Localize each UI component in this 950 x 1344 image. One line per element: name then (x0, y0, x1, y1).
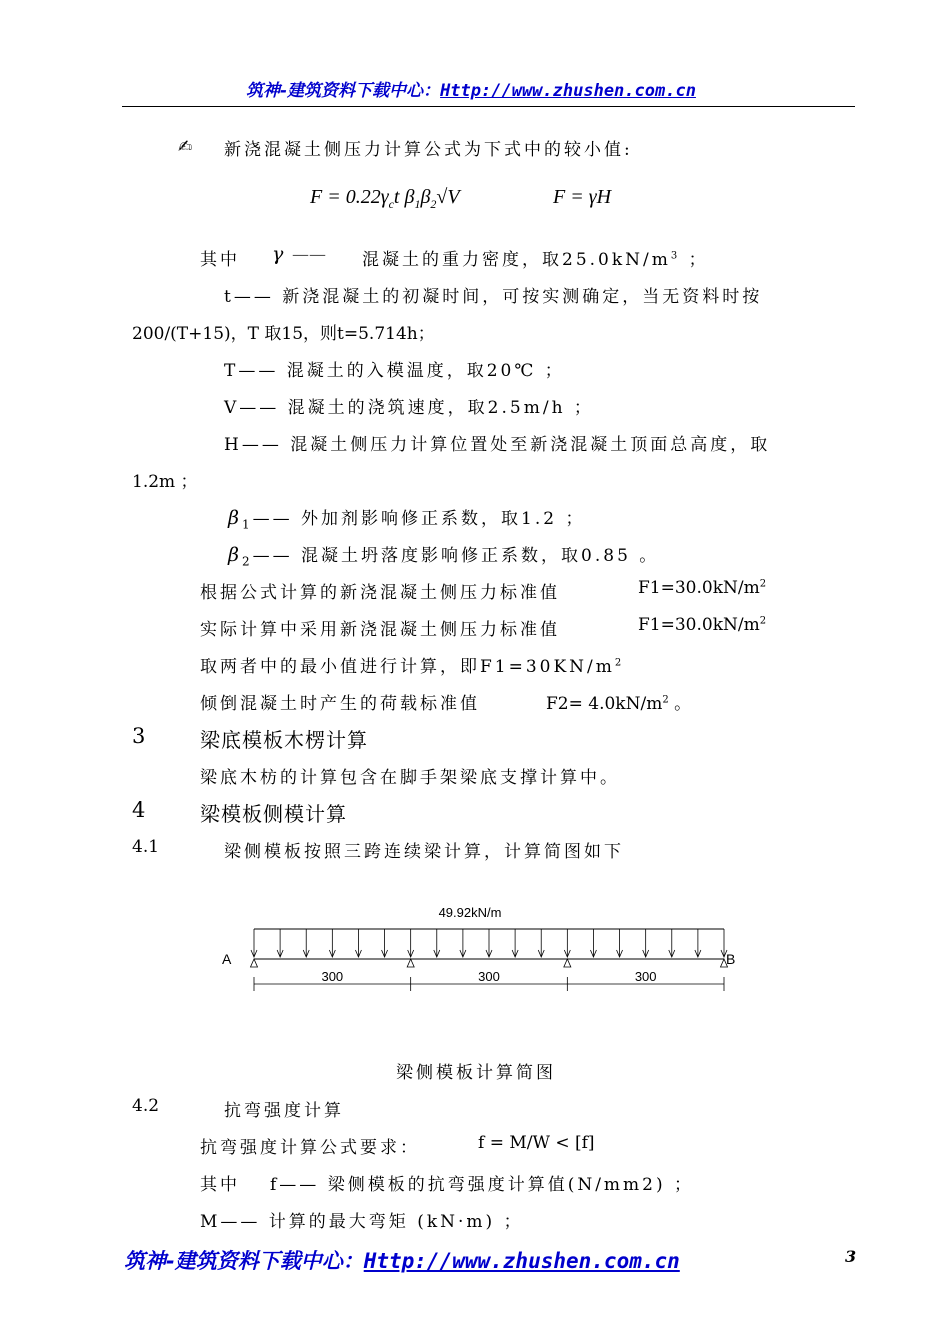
header-rule (122, 106, 855, 107)
beta2-symbol: β (228, 544, 242, 566)
header-link[interactable] (246, 76, 696, 101)
span-label: 300 (321, 969, 344, 984)
header-site-name: 筑神-建筑资料下载中心： (246, 81, 441, 101)
pen-icon: ✍ (178, 137, 193, 157)
section-3-title: 梁底模板木楞计算 (200, 728, 368, 752)
section-4-2-number: 4.2 (132, 1096, 160, 1116)
result-2-text: 实际计算中采用新浇混凝土侧压力标准值 (200, 620, 560, 640)
header-url[interactable]: Http://www.zhushen.com.cn (440, 81, 696, 101)
load-label: 49.92kN/m (438, 905, 502, 920)
bending-requirement: 抗弯强度计算公式要求： (200, 1138, 420, 1158)
f-where-label: 其中 (200, 1175, 240, 1195)
footer-site-name: 筑神-建筑资料下载中心： (124, 1249, 364, 1273)
bending-formula: f = M/W < [f] (478, 1133, 595, 1153)
M-line: M—— 计算的最大弯矩 (kN·m) ； (200, 1212, 524, 1232)
V-line: V—— 混凝土的浇筑速度，取2.5m/h ； (224, 398, 594, 418)
section-4-1-text: 梁侧模板按照三跨连续梁计算，计算简图如下 (224, 842, 624, 862)
gamma-symbol: γ (272, 243, 284, 265)
H-line-1: H—— 混凝土侧压力计算位置处至新浇混凝土顶面总高度，取 (224, 435, 771, 455)
result-4-value: $F2= 4.0kN/m^2$ 。 (546, 694, 692, 714)
result-2-value: $F1=30.0kN/m^2$ (638, 615, 767, 635)
support-a-label: A (222, 951, 232, 967)
intro-text: 新浇混凝土侧压力计算公式为下式中的较小值: (224, 140, 633, 160)
section-4-1-number: 4.1 (132, 837, 160, 857)
result-4-text: 倾倒混凝土时产生的荷载标准值 (200, 694, 480, 714)
gamma-desc: 混凝土的重力密度，取$25.0kN/m^3$ ； (362, 250, 709, 270)
section-3-number: 3 (132, 724, 147, 748)
section-4-2-text: 抗弯强度计算 (224, 1101, 344, 1121)
figure-caption: 梁侧模板计算简图 (396, 1063, 556, 1083)
result-1-value: $F1=30.0kN/m^2$ (638, 578, 767, 598)
formula-1: $F = 0.22\gamma_ct$ $\beta_1\beta_2√V$ (310, 186, 460, 211)
support-b-label: B (726, 951, 736, 967)
formula-2: F = γH (553, 186, 612, 208)
result-1-text: 根据公式计算的新浇混凝土侧压力标准值 (200, 583, 560, 603)
f-line: f—— 梁侧模板的抗弯强度计算值(N/mm2) ； (270, 1175, 695, 1195)
H-line-2: 1.2m ； (132, 472, 198, 492)
support-triangle (564, 959, 571, 967)
t-line-1: t—— 新浇混凝土的初凝时间，可按实测确定，当无资料时按 (224, 287, 763, 307)
footer-url[interactable]: Http://www.zhushen.com.cn (363, 1249, 680, 1273)
beta2-line: $\beta_2——$ 混凝土坍落度影响修正系数，取0.85 。 (228, 544, 660, 569)
page-number: 3 (845, 1247, 857, 1266)
support-triangle (251, 959, 258, 967)
section-3-body: 梁底木枋的计算包含在脚手架梁底支撑计算中。 (200, 768, 620, 788)
section-4-number: 4 (132, 798, 147, 822)
gamma-dash: —— (292, 245, 326, 265)
footer-link[interactable] (124, 1245, 680, 1275)
T-line: T—— 混凝土的入模温度，取20℃ ； (224, 361, 565, 381)
beam-diagram (200, 895, 760, 1005)
dimension-line (254, 969, 724, 991)
supports (251, 959, 728, 967)
t-line-2: 200/(T+15)，T 取15，则t=5.714h； (132, 324, 435, 344)
section-4-title: 梁模板侧模计算 (200, 802, 347, 826)
beta1-symbol: β (228, 507, 242, 529)
result-3: 取两者中的最小值进行计算，即$F1=30KN/m^2$ (200, 657, 625, 677)
where-label: 其中 (200, 250, 240, 270)
support-triangle (407, 959, 414, 967)
span-label: 300 (634, 969, 657, 984)
span-label: 300 (478, 969, 500, 984)
load-arrows (251, 929, 727, 957)
beta1-line: $\beta_1——$ 外加剂影响修正系数，取1.2 ； (228, 507, 586, 532)
